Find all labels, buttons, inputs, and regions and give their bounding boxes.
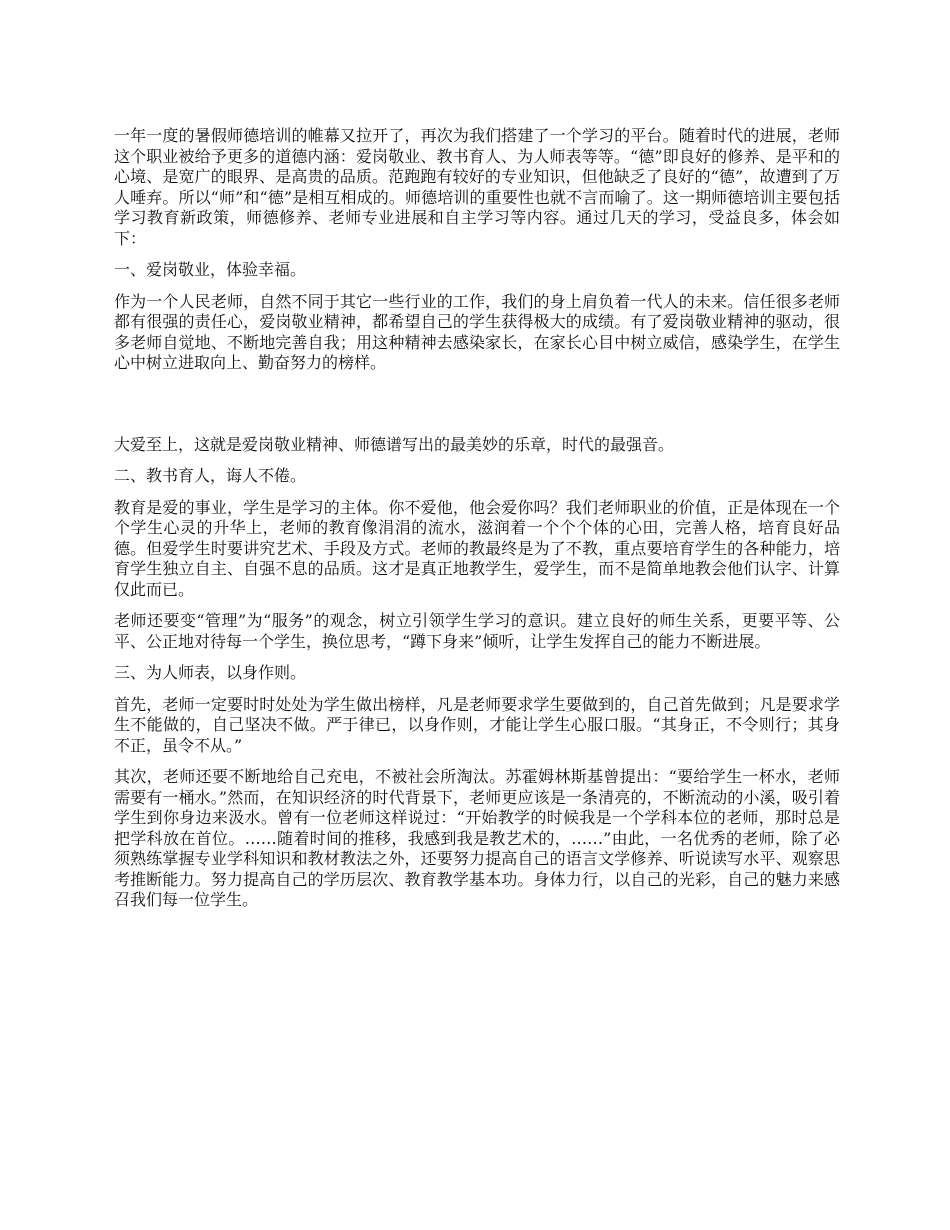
section-1-paragraph: 作为一个人民老师，自然不同于其它一些行业的工作，我们的身上肩负着一代人的未来。信任很多老师都有很强的责任心，爱岗敬业精神，都希望自己的学生获得极大的成绩。有了爱岗敬业精神的驱动，很多老师自觉地、不断地完善自我；用这种精神去感染家长，在家长心目中树立威信，感染学生，在学生心中树立进取向上、勤奋努力的榜样。 — [114, 291, 840, 372]
section-3-paragraph-2: 其次，老师还要不断地给自己充电，不被社会所淘汰。苏霍姆林斯基曾提出：“要给学生一杯水，老师需要有一桶水。”然而，在知识经济的时代背景下，老师更应该是一条清亮的，不断流动的小溪，吸引着学生到你身边来汲水。曾有一位老师这样说过：“开始教学的时候我是一个学科本位的老师，那时总是把学科放在首位。……随着时间的推移，我感到我是教艺术的，……”由此，一名优秀的老师，除了必须熟练掌握专业学科知识和教材教法之外，还要努力提高自己的语言文学修养、听说读写水平、观察思考推断能力。努力提高自己的学历层次、教育教学基本功。身体力行，以自己的光彩，自己的魅力来感召我们每一位学生。 — [114, 767, 840, 909]
blank-gap — [114, 385, 840, 435]
intro-paragraph: 一年一度的暑假师德培训的帷幕又拉开了，再次为我们搭建了一个学习的平台。随着时代的进展，老师这个职业被给予更多的道德内涵：爱岗敬业、教书育人、为人师表等等。“德”即良好的修养、是平和的心境、是宽广的眼界、是高贵的品质。范跑跑有较好的专业知识，但他缺乏了良好的“德”，故遭到了万人唾弃。所以“师”和“德”是相互相成的。师德培训的重要性也就不言而喻了。这一期师德培训主要包括学习教育新政策，师德修养、老师专业进展和自主学习等内容。通过几天的学习，受益良多，体会如下： — [114, 126, 840, 248]
section-heading-1: 一、爱岗敬业，体验幸福。 — [114, 260, 307, 279]
section-3-paragraph-1: 首先，老师一定要时时处处为学生做出榜样，凡是老师要求学生要做到的，自己首先做到；凡是要求学生不能做的，自己坚决不做。严于律已，以身作则，才能让学生心服口服。“其身正，不令则行；其身不正，虽令不从。” — [114, 694, 840, 755]
section-2-paragraph-2: 老师还要变“管理”为“服务”的观念，树立引领学生学习的意识。建立良好的师生关系，更要平等、公平、公正地对待每一个学生，换位思考，“蹲下身来”倾听，让学生发挥自己的能力不断进展。 — [114, 611, 840, 651]
document-body — [114, 126, 840, 922]
section-heading-2: 二、教书育人，诲人不倦。 — [114, 466, 307, 485]
section-1-closing-paragraph: 大爱至上，这就是爱岗敬业精神、师德谱写出的最美妙的乐章，时代的最强音。 — [114, 434, 675, 454]
section-heading-3: 三、为人师表，以身作则。 — [114, 663, 307, 682]
section-2-paragraph-1: 教育是爱的事业，学生是学习的主体。你不爱他，他会爱你吗？我们老师职业的价值，正是体现在一个个学生心灵的升华上，老师的教育像涓涓的流水，滋润着一个个个体的心田，完善人格，培育良好品德。但爱学生时要讲究艺术、手段及方式。老师的教最终是为了不教，重点要培育学生的各种能力，培育学生独立自主、自强不息的品质。这才是真正地教学生，爱学生，而不是简单地教会他们认字、计算仅此而已。 — [114, 497, 840, 599]
